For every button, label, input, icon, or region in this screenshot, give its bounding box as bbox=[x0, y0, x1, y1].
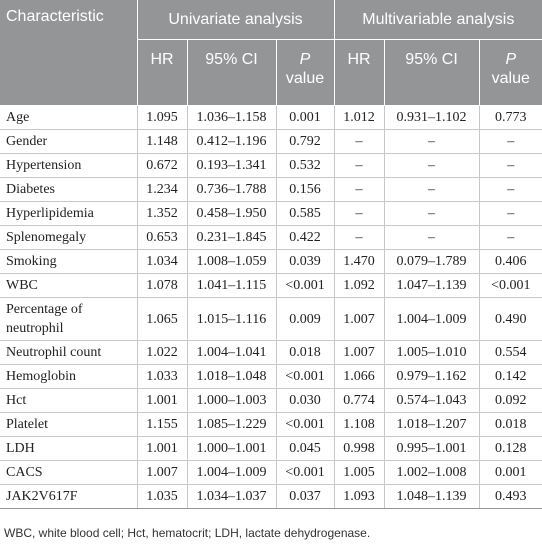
cell-multivariable-ci: – bbox=[384, 154, 479, 178]
cell-univariate-hr: 1.095 bbox=[137, 106, 187, 130]
cell-multivariable-hr: – bbox=[334, 226, 384, 250]
cell-multivariable-hr: 1.007 bbox=[334, 298, 384, 341]
cell-characteristic: Percentage of neutrophil bbox=[0, 298, 137, 341]
cell-multivariable-p: – bbox=[479, 178, 542, 202]
cell-univariate-p: <0.001 bbox=[276, 461, 334, 485]
cell-univariate-hr: 1.078 bbox=[137, 274, 187, 298]
cell-multivariable-ci: 1.005–1.010 bbox=[384, 341, 479, 365]
cell-univariate-ci: 1.004–1.009 bbox=[187, 461, 276, 485]
cell-multivariable-ci: 1.018–1.207 bbox=[384, 413, 479, 437]
cell-univariate-hr: 1.352 bbox=[137, 202, 187, 226]
header-p-label: P bbox=[505, 51, 517, 68]
cell-univariate-ci: 1.000–1.003 bbox=[187, 389, 276, 413]
cell-univariate-p: 0.037 bbox=[276, 485, 334, 509]
cell-multivariable-ci: 0.079–1.789 bbox=[384, 250, 479, 274]
cell-characteristic: Diabetes bbox=[0, 178, 137, 202]
cell-characteristic: LDH bbox=[0, 437, 137, 461]
cell-multivariable-p: 0.142 bbox=[479, 365, 542, 389]
table-row bbox=[0, 274, 542, 298]
header-multivariable-ci: 95% CI bbox=[384, 40, 479, 106]
cell-univariate-p: 0.009 bbox=[276, 298, 334, 341]
cell-multivariable-hr: 1.005 bbox=[334, 461, 384, 485]
cell-multivariable-hr: 1.007 bbox=[334, 341, 384, 365]
table-row bbox=[0, 130, 542, 154]
cell-multivariable-hr: 1.012 bbox=[334, 106, 384, 130]
cell-univariate-p: 0.422 bbox=[276, 226, 334, 250]
table-row bbox=[0, 106, 542, 130]
cell-characteristic: WBC bbox=[0, 274, 137, 298]
cell-univariate-p: 0.039 bbox=[276, 250, 334, 274]
cell-characteristic: Hemoglobin bbox=[0, 365, 137, 389]
cell-characteristic: Neutrophil count bbox=[0, 341, 137, 365]
table-row bbox=[0, 389, 542, 413]
table-row bbox=[0, 250, 542, 274]
cell-univariate-hr: 1.035 bbox=[137, 485, 187, 509]
cell-multivariable-p: 0.490 bbox=[479, 298, 542, 341]
header-value-label: value bbox=[285, 70, 325, 87]
cell-univariate-ci: 1.008–1.059 bbox=[187, 250, 276, 274]
table-body bbox=[0, 106, 542, 509]
header-value-label: value bbox=[491, 70, 530, 87]
cell-univariate-hr: 1.001 bbox=[137, 389, 187, 413]
cell-univariate-hr: 1.065 bbox=[137, 298, 187, 341]
cell-multivariable-ci: 0.979–1.162 bbox=[384, 365, 479, 389]
table-row bbox=[0, 202, 542, 226]
header-univariate-hr: HR bbox=[137, 40, 187, 106]
cell-multivariable-hr: – bbox=[334, 178, 384, 202]
header-multivariable-p bbox=[479, 40, 542, 106]
header-univariate: Univariate analysis bbox=[137, 0, 334, 40]
cell-univariate-hr: 1.033 bbox=[137, 365, 187, 389]
cell-univariate-ci: 0.736–1.788 bbox=[187, 178, 276, 202]
cell-characteristic: JAK2V617F bbox=[0, 485, 137, 509]
cell-multivariable-p: – bbox=[479, 202, 542, 226]
table-footnote: WBC, white blood cell; Hct, hematocrit; LDH, lactate dehydrogenase. bbox=[4, 526, 371, 540]
cell-univariate-hr: 0.672 bbox=[137, 154, 187, 178]
cell-univariate-ci: 1.018–1.048 bbox=[187, 365, 276, 389]
cell-multivariable-p: – bbox=[479, 154, 542, 178]
cell-multivariable-p: 0.001 bbox=[479, 461, 542, 485]
cell-multivariable-hr: 1.066 bbox=[334, 365, 384, 389]
cell-univariate-hr: 1.034 bbox=[137, 250, 187, 274]
table-row bbox=[0, 437, 542, 461]
cell-characteristic: Age bbox=[0, 106, 137, 130]
table-row bbox=[0, 413, 542, 437]
cell-univariate-ci: 1.000–1.001 bbox=[187, 437, 276, 461]
cell-univariate-p: 0.792 bbox=[276, 130, 334, 154]
table-header bbox=[0, 0, 542, 106]
cell-multivariable-ci: – bbox=[384, 202, 479, 226]
cell-univariate-p: 0.156 bbox=[276, 178, 334, 202]
table-row bbox=[0, 178, 542, 202]
cell-multivariable-p: – bbox=[479, 130, 542, 154]
table-row bbox=[0, 154, 542, 178]
cell-multivariable-ci: 1.004–1.009 bbox=[384, 298, 479, 341]
cell-multivariable-ci: 1.048–1.139 bbox=[384, 485, 479, 509]
cell-univariate-ci: 0.458–1.950 bbox=[187, 202, 276, 226]
cell-univariate-p: 0.018 bbox=[276, 341, 334, 365]
cell-univariate-p: 0.585 bbox=[276, 202, 334, 226]
cell-univariate-p: <0.001 bbox=[276, 413, 334, 437]
cell-multivariable-hr: 1.093 bbox=[334, 485, 384, 509]
header-univariate-ci: 95% CI bbox=[187, 40, 276, 106]
cell-univariate-ci: 0.193–1.341 bbox=[187, 154, 276, 178]
cell-univariate-hr: 1.234 bbox=[137, 178, 187, 202]
cell-multivariable-ci: 0.574–1.043 bbox=[384, 389, 479, 413]
header-multivariable: Multivariable analysis bbox=[334, 0, 542, 40]
cell-univariate-hr: 0.653 bbox=[137, 226, 187, 250]
header-multivariable-hr: HR bbox=[334, 40, 384, 106]
cell-multivariable-hr: – bbox=[334, 130, 384, 154]
cell-univariate-hr: 1.155 bbox=[137, 413, 187, 437]
cell-characteristic: Hyperlipidemia bbox=[0, 202, 137, 226]
cell-multivariable-ci: 1.002–1.008 bbox=[384, 461, 479, 485]
cell-univariate-ci: 1.085–1.229 bbox=[187, 413, 276, 437]
cell-multivariable-p: 0.128 bbox=[479, 437, 542, 461]
cell-univariate-p: <0.001 bbox=[276, 365, 334, 389]
cell-multivariable-p: – bbox=[479, 226, 542, 250]
table-row bbox=[0, 226, 542, 250]
cell-univariate-hr: 1.022 bbox=[137, 341, 187, 365]
cell-multivariable-ci: – bbox=[384, 178, 479, 202]
cell-multivariable-p: 0.493 bbox=[479, 485, 542, 509]
cell-univariate-ci: 1.015–1.116 bbox=[187, 298, 276, 341]
cell-characteristic: Gender bbox=[0, 130, 137, 154]
cell-univariate-ci: 1.036–1.158 bbox=[187, 106, 276, 130]
cell-multivariable-p: 0.092 bbox=[479, 389, 542, 413]
cell-univariate-p: 0.532 bbox=[276, 154, 334, 178]
table-row bbox=[0, 298, 542, 341]
cell-multivariable-hr: 1.108 bbox=[334, 413, 384, 437]
table-row bbox=[0, 461, 542, 485]
cell-multivariable-p: 0.406 bbox=[479, 250, 542, 274]
cell-multivariable-p: <0.001 bbox=[479, 274, 542, 298]
cell-multivariable-ci: – bbox=[384, 226, 479, 250]
table-row bbox=[0, 341, 542, 365]
cell-characteristic: Hct bbox=[0, 389, 137, 413]
table-row bbox=[0, 485, 542, 509]
cell-univariate-ci: 0.231–1.845 bbox=[187, 226, 276, 250]
cell-univariate-hr: 1.148 bbox=[137, 130, 187, 154]
cell-characteristic: Hypertension bbox=[0, 154, 137, 178]
cell-multivariable-ci: 0.995–1.001 bbox=[384, 437, 479, 461]
cell-multivariable-hr: 0.774 bbox=[334, 389, 384, 413]
cell-multivariable-ci: 0.931–1.102 bbox=[384, 106, 479, 130]
header-p-label: P bbox=[299, 51, 311, 68]
cell-univariate-p: <0.001 bbox=[276, 274, 334, 298]
cell-characteristic: Splenomegaly bbox=[0, 226, 137, 250]
cell-multivariable-ci: – bbox=[384, 130, 479, 154]
cell-characteristic: CACS bbox=[0, 461, 137, 485]
cell-multivariable-p: 0.773 bbox=[479, 106, 542, 130]
cell-multivariable-hr: – bbox=[334, 154, 384, 178]
cell-multivariable-p: 0.554 bbox=[479, 341, 542, 365]
cell-multivariable-hr: 1.470 bbox=[334, 250, 384, 274]
cell-univariate-p: 0.030 bbox=[276, 389, 334, 413]
cell-characteristic: Smoking bbox=[0, 250, 137, 274]
cell-univariate-p: 0.001 bbox=[276, 106, 334, 130]
cell-univariate-ci: 1.004–1.041 bbox=[187, 341, 276, 365]
header-characteristic: Characteristic bbox=[0, 0, 137, 106]
cell-multivariable-hr: 0.998 bbox=[334, 437, 384, 461]
cell-univariate-ci: 0.412–1.196 bbox=[187, 130, 276, 154]
cell-multivariable-p: 0.018 bbox=[479, 413, 542, 437]
cell-univariate-hr: 1.007 bbox=[137, 461, 187, 485]
header-univariate-p bbox=[276, 40, 334, 106]
cell-univariate-p: 0.045 bbox=[276, 437, 334, 461]
cell-univariate-ci: 1.034–1.037 bbox=[187, 485, 276, 509]
cell-univariate-hr: 1.001 bbox=[137, 437, 187, 461]
table-row bbox=[0, 365, 542, 389]
cell-univariate-ci: 1.041–1.115 bbox=[187, 274, 276, 298]
cell-characteristic: Platelet bbox=[0, 413, 137, 437]
cell-multivariable-hr: – bbox=[334, 202, 384, 226]
cell-multivariable-ci: 1.047–1.139 bbox=[384, 274, 479, 298]
cell-multivariable-hr: 1.092 bbox=[334, 274, 384, 298]
